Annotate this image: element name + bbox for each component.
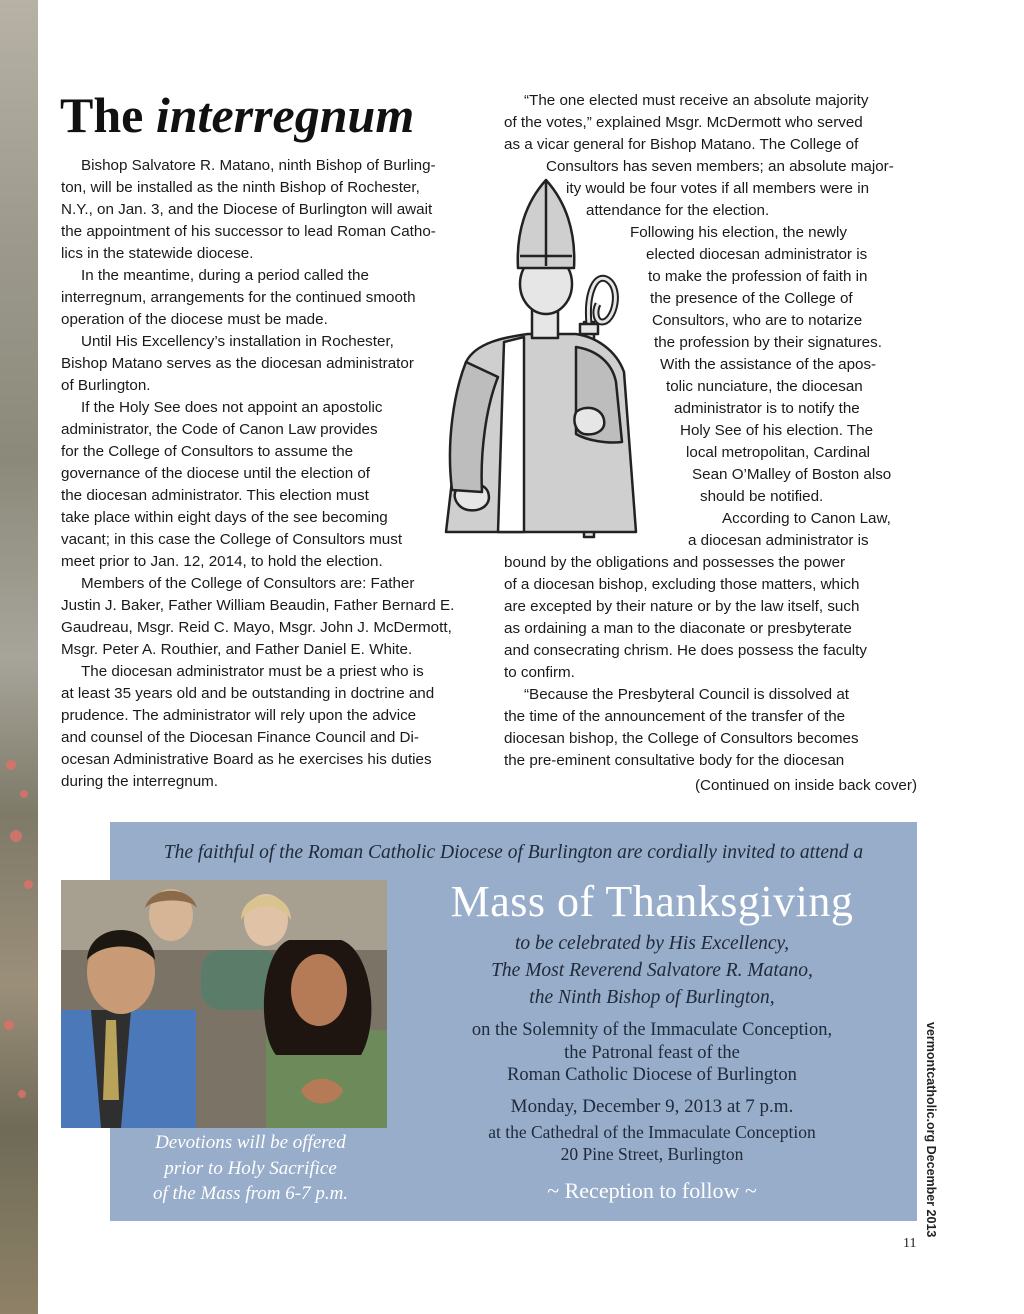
article-line: ton, will be installed as the ninth Bishop of Rochester, xyxy=(61,179,420,196)
article-line: Consultors, who are to notarize xyxy=(652,312,863,329)
photo-caption xyxy=(128,1130,373,1207)
continued-note: (Continued on inside back cover) xyxy=(694,777,917,794)
article-line: Members of the College of Consultors are: Father xyxy=(81,575,415,592)
article-line: administrator is to notify the xyxy=(674,400,860,417)
article-line: attendance for the election. xyxy=(586,202,770,219)
celebrant-line: The Most Reverend Salvatore R. Matano, xyxy=(491,960,813,981)
celebrant-line: to be celebrated by His Excellency, xyxy=(515,933,789,954)
article-line: local metropolitan, Cardinal xyxy=(686,444,871,461)
location-line: at the Cathedral of the Immaculate Conception xyxy=(488,1122,816,1142)
article-line: of a diocesan bishop, excluding those matters, which xyxy=(504,576,860,593)
article-line: the presence of the College of xyxy=(650,290,853,307)
article-line: Following his election, the newly xyxy=(630,224,847,241)
article-line: of Burlington. xyxy=(61,377,151,394)
occasion-lines xyxy=(430,1019,874,1087)
article-line: Holy See of his election. The xyxy=(680,422,874,439)
article-line: are excepted by their nature or by the law itself, such xyxy=(504,598,860,615)
mass-title: Mass of Thanksgiving xyxy=(450,877,854,926)
location-line: 20 Pine Street, Burlington xyxy=(560,1143,744,1164)
celebrant-line: the Ninth Bishop of Burlington, xyxy=(529,987,775,1008)
article-line: the diocesan administrator. This election must xyxy=(61,487,369,504)
article-line: operation of the diocese must be made. xyxy=(61,311,328,328)
article-line: vacant; in this case the College of Consultors must xyxy=(61,531,403,548)
article-line: prudence. The administrator will rely upon the advice xyxy=(61,707,417,724)
article-line: and counsel of the Diocesan Finance Council and Di- xyxy=(61,729,419,746)
reception-note: ~ Reception to follow ~ xyxy=(547,1178,757,1203)
article-line: take place within eight days of the see becoming xyxy=(61,509,388,526)
caption-line: Devotions will be offered xyxy=(155,1132,346,1153)
article-line: N.Y., on Jan. 3, and the Diocese of Burlington will await xyxy=(61,201,433,218)
article-line: at least 35 years old and be outstanding in doctrine and xyxy=(61,685,435,702)
article-line: diocesan bishop, the College of Consultors becomes xyxy=(504,730,859,747)
article-line: Sean O’Malley of Boston also xyxy=(692,466,892,483)
article-line: If the Holy See does not appoint an apostolic xyxy=(81,399,383,416)
location-lines xyxy=(430,1122,874,1165)
article-line: With the assistance of the apos- xyxy=(660,356,877,373)
article-line: meet prior to Jan. 12, 2014, to hold the election. xyxy=(61,553,383,570)
article-line: the time of the announcement of the transfer of the xyxy=(504,708,846,725)
article-line: administrator, the Code of Canon Law provides xyxy=(61,421,378,438)
article-line: interregnum, arrangements for the continued smooth xyxy=(61,289,416,306)
article-title xyxy=(60,86,414,144)
occasion-line: the Patronal feast of the xyxy=(564,1042,740,1063)
event-date: Monday, December 9, 2013 at 7 p.m. xyxy=(510,1096,794,1117)
caption-line: of the Mass from 6-7 p.m. xyxy=(152,1183,349,1204)
article-line: the pre-eminent consultative body for the diocesan xyxy=(504,752,845,769)
article-line: the profession by their signatures. xyxy=(654,334,882,351)
article-line: should be notified. xyxy=(700,488,824,505)
article-line: and consecrating chrism. He does possess the faculty xyxy=(504,642,867,659)
article-line: governance of the diocese until the election of xyxy=(61,465,371,482)
side-photo-strip xyxy=(0,0,38,1314)
article-line: “The one elected must receive an absolute majority xyxy=(524,92,869,109)
article-line: a diocesan administrator is xyxy=(688,532,869,549)
article-line: According to Canon Law, xyxy=(722,510,891,527)
article-column-right xyxy=(504,90,920,772)
article-line: The diocesan administrator must be a priest who is xyxy=(81,663,424,680)
article-line: the appointment of his successor to lead Roman Catho- xyxy=(61,223,436,240)
page-number: 11 xyxy=(903,1236,917,1251)
article-line: Justin J. Baker, Father William Beaudin, Father Bernard E. xyxy=(61,597,455,614)
article-line: bound by the obligations and possesses the power xyxy=(504,554,846,571)
celebrant-lines xyxy=(430,930,874,1011)
article-line: ity would be four votes if all members were in xyxy=(566,180,870,197)
article-line: elected diocesan administrator is xyxy=(646,246,868,263)
title-prefix: The xyxy=(60,87,144,143)
vertical-footer: vermontcatholic.org December 2013 xyxy=(924,1022,938,1238)
article-line: tolic nunciature, the diocesan xyxy=(666,378,863,395)
article-line: ocesan Administrative Board as he exercises his duties xyxy=(61,751,432,768)
article-line: as a vicar general for Bishop Matano. The College of xyxy=(504,136,859,153)
invitation-intro: The faithful of the Roman Catholic Diocese of Burlington are cordially invited to attend a xyxy=(163,842,864,863)
article-column-left xyxy=(61,155,476,793)
article-line: for the College of Consultors to assume the xyxy=(61,443,354,460)
article-line: In the meantime, during a period called the xyxy=(81,267,369,284)
caption-line: prior to Holy Sacrifice xyxy=(164,1157,337,1179)
article-line: to confirm. xyxy=(504,664,575,681)
article-line: Gaudreau, Msgr. Reid C. Mayo, Msgr. John J. McDermott, xyxy=(61,619,452,636)
article-line: Until His Excellency’s installation in Rochester, xyxy=(81,333,394,350)
occasion-line: on the Solemnity of the Immaculate Conception, xyxy=(471,1020,833,1040)
article-line: of the votes,” explained Msgr. McDermott who served xyxy=(504,114,863,131)
article-line: during the interregnum. xyxy=(61,773,219,790)
article-line: Bishop Salvatore R. Matano, ninth Bishop of Burling- xyxy=(81,157,436,174)
article-line: “Because the Presbyteral Council is dissolved at xyxy=(524,686,850,703)
article-line: lics in the statewide diocese. xyxy=(61,245,254,262)
article-line: Bishop Matano serves as the diocesan administrator xyxy=(61,355,414,372)
occasion-line: Roman Catholic Diocese of Burlington xyxy=(507,1065,797,1085)
article-line: as ordaining a man to the diaconate or presbyterate xyxy=(504,620,852,637)
article-line: to make the profession of faith in xyxy=(648,268,868,285)
article-line: Consultors has seven members; an absolute major- xyxy=(546,158,894,175)
article-line: Msgr. Peter A. Routhier, and Father Daniel E. White. xyxy=(61,641,413,658)
worshippers-photo xyxy=(61,880,387,1128)
title-italic: interregnum xyxy=(155,87,415,143)
